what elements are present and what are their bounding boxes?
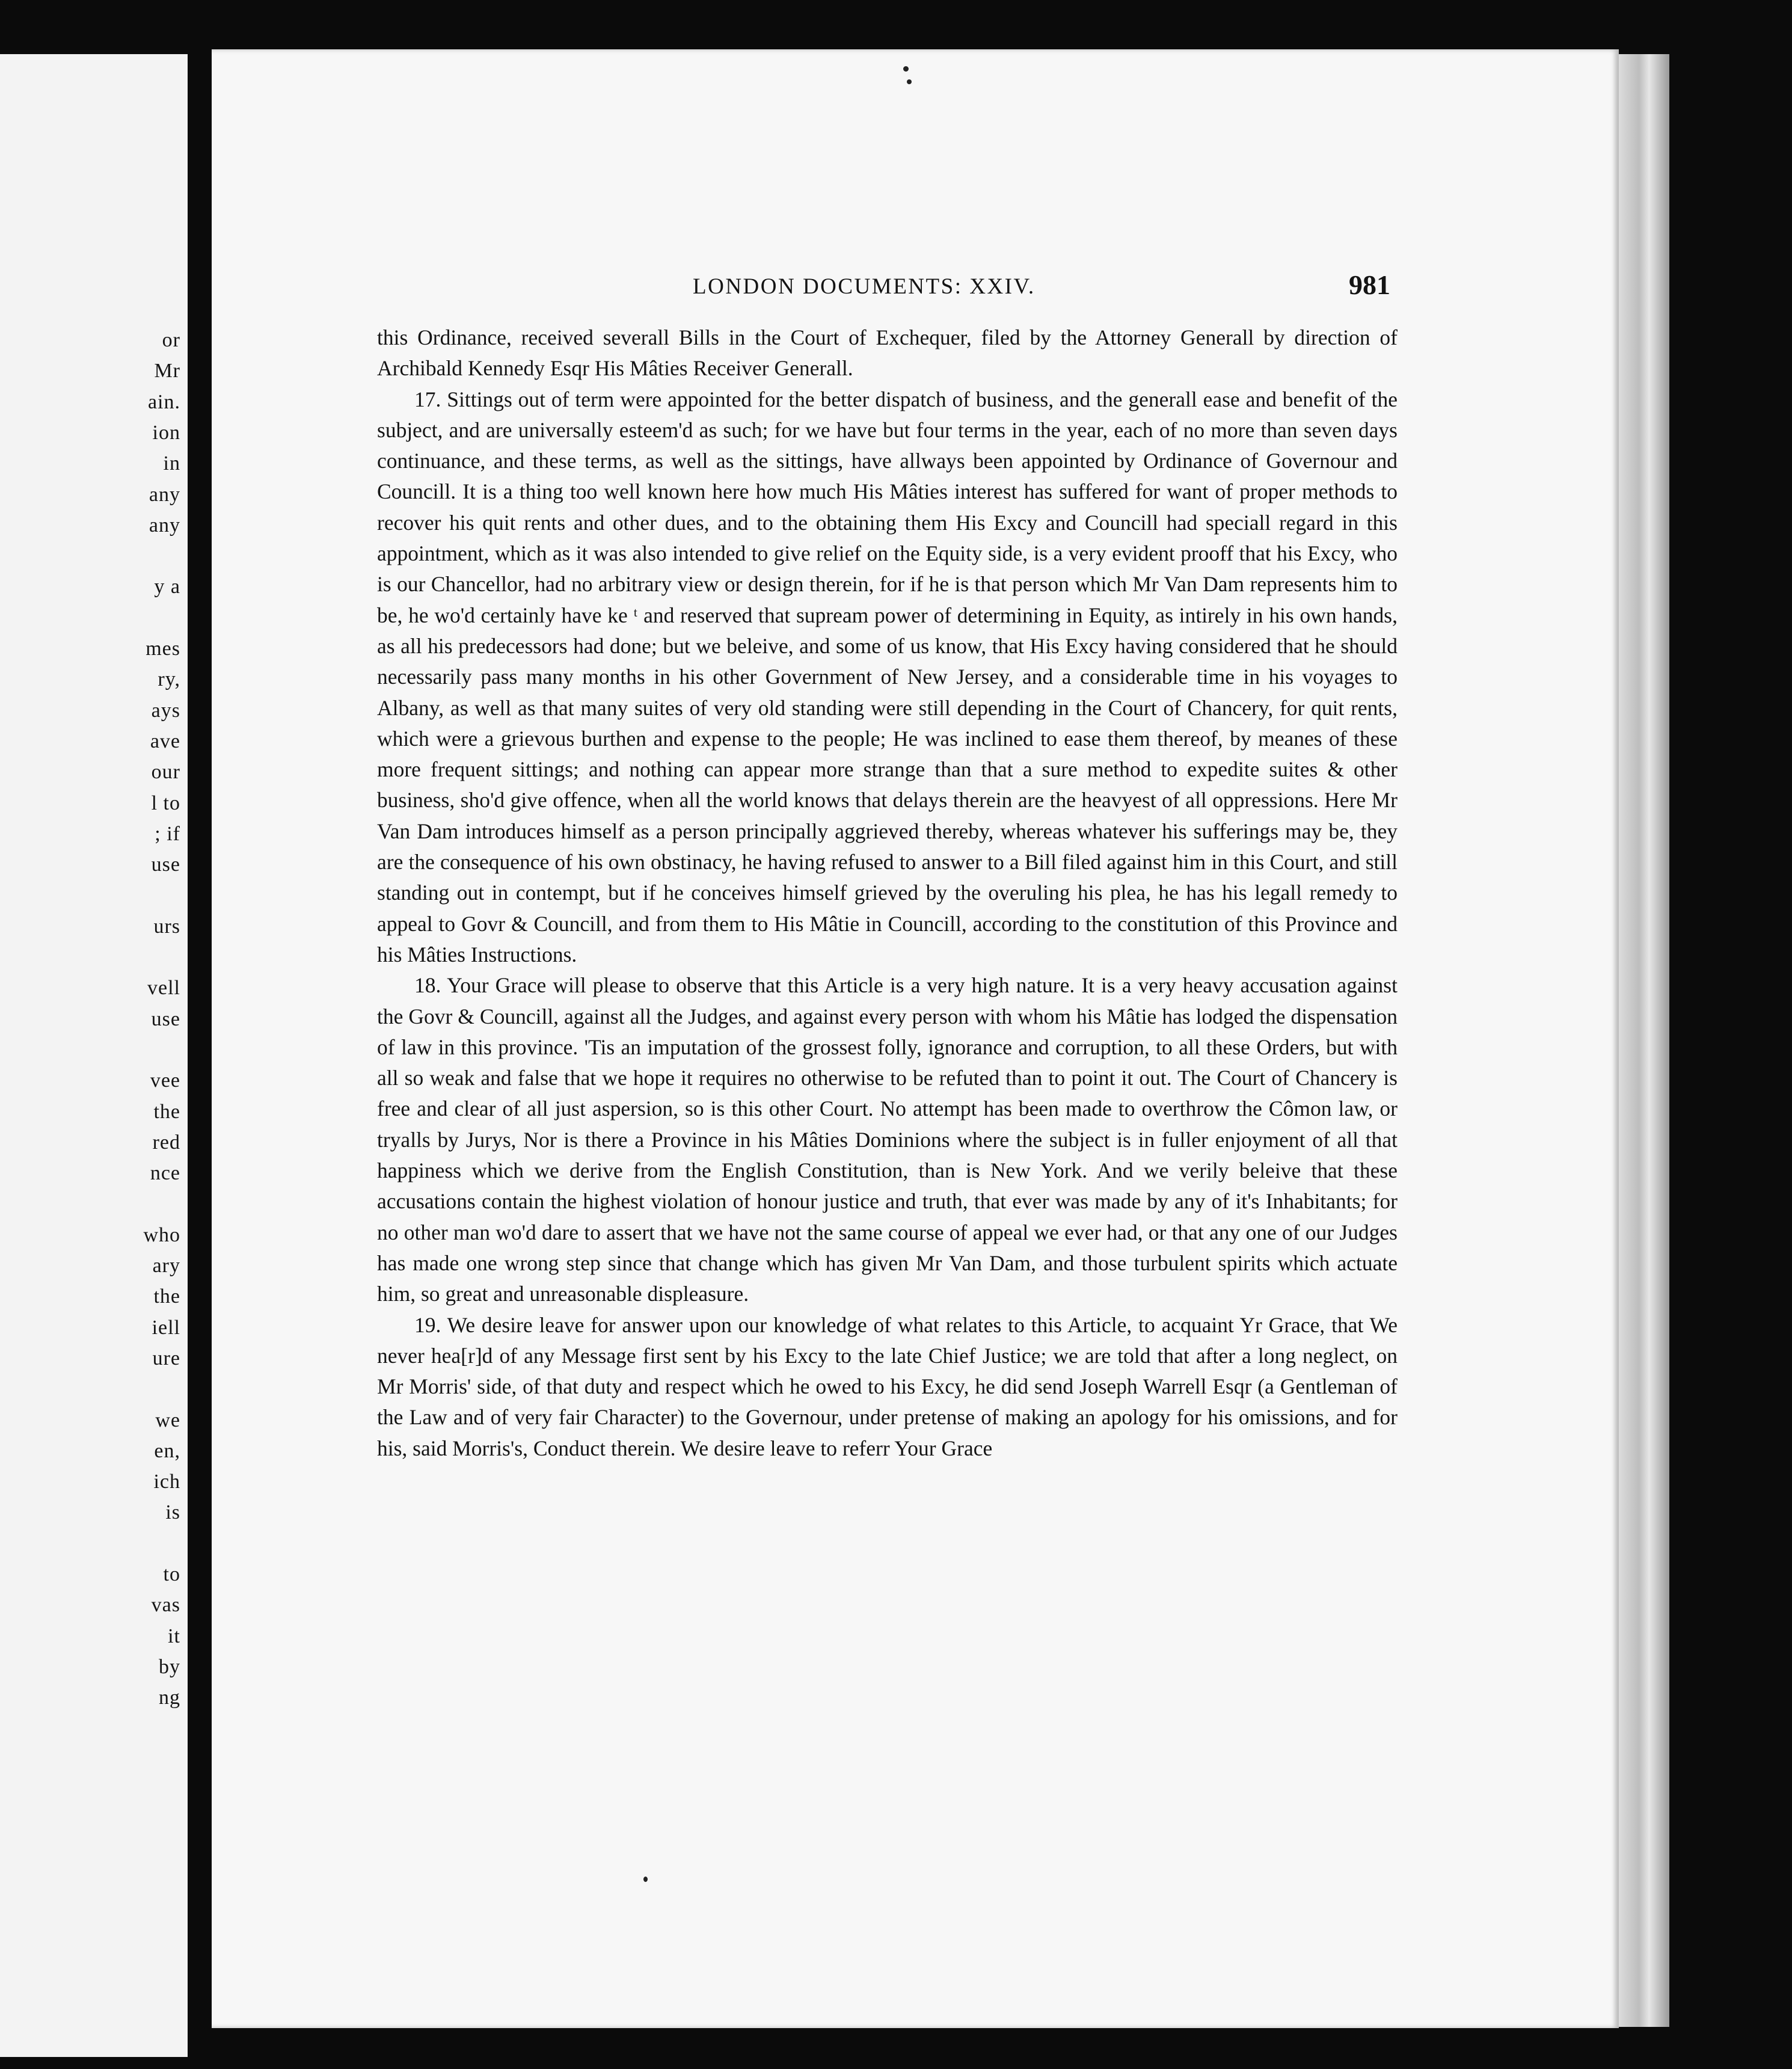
left-page-fragment: ion: [152, 421, 180, 444]
left-page-fragment: to: [163, 1563, 180, 1585]
left-page-fragment: who: [143, 1223, 180, 1246]
left-page-fragment: we: [155, 1409, 180, 1431]
left-page-fragment: the: [153, 1100, 180, 1123]
left-page-fragment: ary: [152, 1255, 180, 1277]
left-page-fragment: iell: [152, 1316, 180, 1339]
left-page-fragment: l to: [151, 792, 180, 814]
left-page-fragment: use: [151, 853, 180, 876]
left-page-fragment: ry,: [158, 668, 180, 691]
left-page-fragment: ain.: [147, 390, 180, 413]
left-page-fragment: ich: [153, 1471, 180, 1493]
left-page-fragment: use: [151, 1007, 180, 1030]
left-page-fragment: vell: [147, 977, 180, 1000]
paragraph-17: 17. Sittings out of term were appointed for the better dispatch of business, and the generall ease and benefit of the subject, and are universally esteem'd as such; for we have but four terms in the year, each of no more than seven days continuance, and these terms, as well as the sittings, have allways been appointed by Ordinance of Governour and Councill. It is a thing too well known here how much His Mâties interest has suffered for want of proper methods to recover his quit rents and other dues, and to the obtaining them His Excy and Councill had speciall regard in this appointment, which as it was also intended to give relief on the Equity side, is a very evident prooff that his Excy, who is our Chancellor, had no arbitrary view or design therein, for if he is that person which Mr Van Dam represents him to be, he wo'd certainly have ke ᵗ and reserved that supream power of determining in Equity, as intirely in his own hands, as all his predecessors had done; but we beleive, and some of us know, that His Excy having considered that he should necessarily pass many months in his other Government of New Jersey, and a considerable time in his voyages to Albany, as well as that many suites of very old standing were still depending in the Court of Chancery, for quit rents, which were a grievous burthen and expense to the people; He was inclined to ease them thereof, by meanes of these more frequent sittings; and nothing can appear more strange than that a sure method to expedite suites & other business, sho'd give offence, when all the world knows that delays therein are the heavyest of all oppressions. Here Mr Van Dam introduces himself as a person principally aggrieved thereby, whereas whatever his sufferings may be, they are the consequence of his own obstinacy, he having refused to answer to a Bill filed against him in this Court, and still standing out in contempt, but if he conceives himself grieved by the overuling his plea, he has his legall remedy to appeal to Govr & Councill, and from them to His Mâtie in Councill, according to the constitution of this Province and his Mâties Instructions.: [377, 387, 1398, 967]
ink-speck: [643, 1877, 648, 1882]
left-page-fragment: ays: [151, 699, 180, 722]
left-page-fragment: vee: [150, 1069, 180, 1092]
left-page-fragment: y a: [154, 576, 180, 598]
paragraph-18: 18. Your Grace will please to observe that this Article is a very high nature. It is a very heavy accusation against the Govr & Councill, against all the Judges, and against every person with whom his Mâtie has lodged the dispensation of law in this province. 'Tis an imputation of the grossest folly, ignorance and corruption, to all these Orders, but with all so weak and false that we hope it requires no otherwise to be refuted than to point it out. The Court of Chancery is free and clear of all just aspersion, so is this other Court. No attempt has been made to overthrow the Cômon law, or tryalls by Jurys, Nor is there a Province in his Mâties Dominions where the subject is in fuller enjoyment of all that happiness which we derive from the English Constitution, than is New York. And we verily beleive that these accusations contain the highest violation of honour justice and truth, that ever was made by any of it's Inhabitants; for no other man wo'd dare to assert that we have not the same course of appeal we ever had, or that any one of our Judges has made one wrong step since that change which has given Mr Van Dam, and those turbulent spirits which actuate him, so great and unreasonable displeasure.: [377, 973, 1398, 1306]
left-page-fragment: urs: [153, 915, 180, 938]
left-page-fragment: en,: [154, 1439, 180, 1462]
left-page-fragment: ; if: [155, 822, 180, 845]
left-page-fragment: vas: [151, 1594, 180, 1617]
left-page-fragment: any: [149, 483, 180, 506]
paragraph-19: 19. We desire leave for answer upon our knowledge of what relates to this Article, to acquaint Yr Grace, that We never hea[r]d of any Message first sent by his Excy to the late Chief Justice; we are told that after a long neglect, on Mr Morris' side, of that duty and respect which he owed to his Excy, he did send Joseph Warrell Esqr (a Gentleman of the Law and of very fair Character) to the Governour, under pretense of making an apology for his omissions, and for his, said Morris's, Conduct therein. We desire leave to referr Your Grace: [377, 1312, 1398, 1460]
page-number: 981: [1349, 269, 1390, 300]
paragraph-continued: this Ordinance, received severall Bills in the Court of Exchequer, filed by the Attorney Generall by direction of Archibald Kennedy Esqr His Mâties Receiver Generall.: [377, 325, 1398, 381]
ink-speck: [907, 79, 912, 84]
left-page-fragment: nce: [150, 1162, 180, 1185]
body-text: [377, 322, 1398, 1464]
left-page-fragment: Mr: [154, 360, 180, 383]
left-page-fragment: the: [153, 1285, 180, 1308]
left-page-fragment: ng: [159, 1686, 180, 1709]
left-page-fragment: mes: [146, 638, 180, 660]
left-page-fragment: it: [168, 1625, 180, 1647]
page-edge: [1619, 54, 1669, 2027]
left-page-fragment: our: [151, 761, 180, 784]
left-page-fragment: red: [152, 1131, 180, 1154]
left-page-fragment: by: [159, 1655, 180, 1678]
ink-speck: [903, 66, 909, 72]
left-page-fragment: ave: [150, 730, 180, 752]
running-head: LONDON DOCUMENTS: XXIV.: [693, 274, 1036, 299]
left-page-fragment: ure: [152, 1347, 180, 1370]
left-page-fragment: in: [163, 452, 180, 475]
facing-page-fragment: [0, 54, 188, 2057]
page-header: [693, 269, 1390, 310]
left-page-fragment: or: [162, 329, 180, 351]
left-page-fragment: is: [165, 1501, 180, 1524]
left-page-fragment: any: [149, 514, 180, 536]
